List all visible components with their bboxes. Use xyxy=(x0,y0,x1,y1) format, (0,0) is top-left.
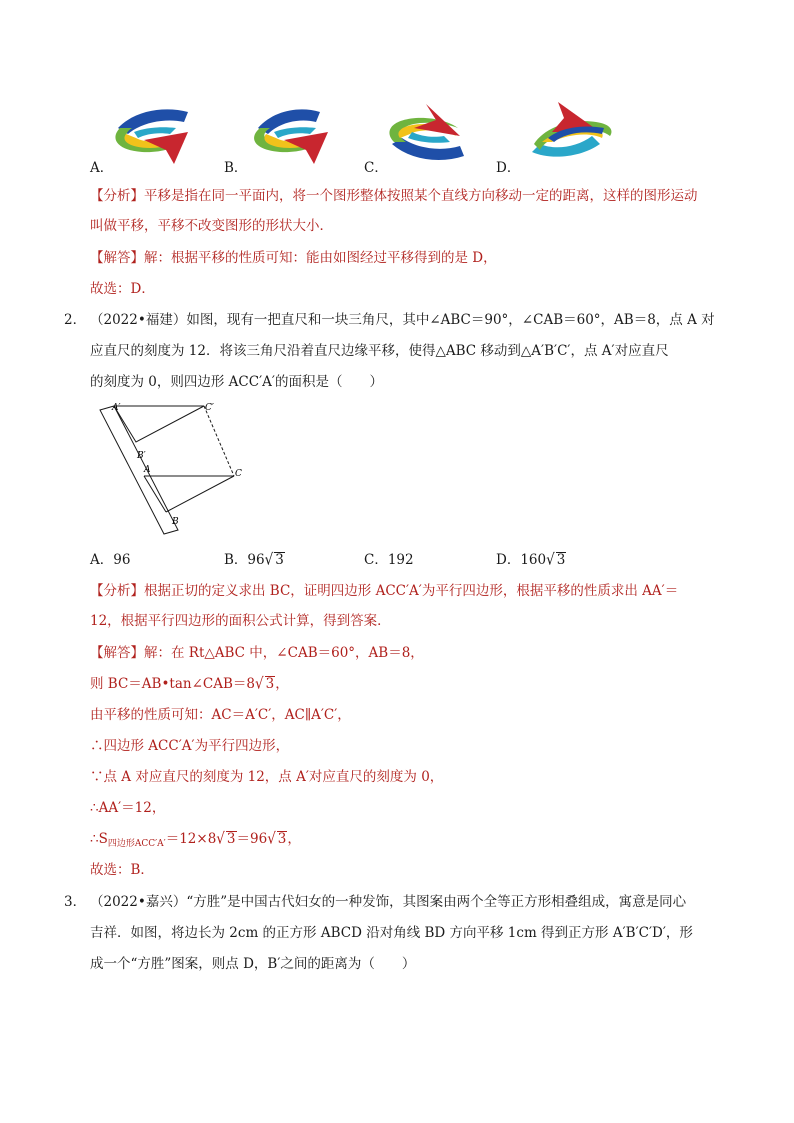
q2-solution-mid: ＝12×8 xyxy=(165,831,217,847)
sqrt-icon: √ 3 xyxy=(216,829,236,849)
q1-conclusion: 故选：D． xyxy=(90,281,155,297)
sqrt-icon: √ 3 xyxy=(546,550,566,570)
q2-solution-text1: 解：在 Rt△ABC 中，∠CAB＝60°，AB＝8， xyxy=(144,645,424,661)
q2-analysis-line1 xyxy=(90,582,678,600)
q2-answer-tag: 【解答】 xyxy=(90,645,144,661)
q2-analysis-text1: 根据正切的定义求出 BC，证明四边形 ACC′A′为平行四边形，根据平移的性质求出 AA′＝ xyxy=(144,583,679,599)
q2-analysis-tag: 【分析】 xyxy=(90,583,144,599)
q2-solution-line3: 由平移的性质可知：AC＝A′C′，AC∥A′C′， xyxy=(90,707,351,723)
q2-option-c: C．192 xyxy=(364,552,414,568)
q2-option-d xyxy=(496,551,566,569)
sqrt-icon: √ 3 xyxy=(264,550,284,570)
q3-stem-line3: 成一个“方胜”图案，则点 D，B′之间的距离为（ ） xyxy=(90,956,416,972)
q2-option-b xyxy=(224,551,285,569)
q2-solution-line7 xyxy=(90,830,301,853)
q2-option-d-text: D．160 xyxy=(496,552,547,568)
sqrt-icon: √ 3 xyxy=(255,674,275,694)
q2-solution-radicand: 3 xyxy=(265,676,275,692)
q3-number: 3． xyxy=(64,894,87,910)
q1-analysis-line2: 叫做平移，平移不改变图形的形状大小． xyxy=(90,218,333,234)
q2-option-d-radicand: 3 xyxy=(556,552,566,568)
label-c: C xyxy=(235,469,242,479)
q2-solution-s: ∴S xyxy=(90,831,108,847)
q2-solution-text2-end: ， xyxy=(275,676,289,692)
figure-b xyxy=(254,109,328,164)
q1-option-b-label: B． xyxy=(224,160,248,176)
dashed-cc xyxy=(204,406,234,476)
q1-analysis-tag: 【分析】 xyxy=(90,188,144,204)
q2-number: 2． xyxy=(64,312,87,328)
q2-solution-line4: ∴四边形 ACC′A′为平行四边形， xyxy=(90,738,290,754)
q2-option-a: A．96 xyxy=(90,552,131,568)
q2-solution-radicand-3: 3 xyxy=(277,831,287,847)
label-c1: C′ xyxy=(205,403,214,413)
q2-stem-line3: 的刻度为 0，则四边形 ACC′A′的面积是（ ） xyxy=(90,374,383,390)
q2-solution-radicand-2: 3 xyxy=(226,831,236,847)
q1-option-a-label: A． xyxy=(90,160,114,176)
q2-solution-line1 xyxy=(90,644,424,662)
q1-analysis-line1 xyxy=(90,187,698,205)
sqrt-icon: √ 3 xyxy=(267,829,287,849)
ruler xyxy=(100,406,178,534)
label-a1: A′ xyxy=(112,403,121,413)
q1-option-c-label: C． xyxy=(364,160,388,176)
q1-analysis-text1: 平移是指在同一平面内，将一个图形整体按照某个直线方向移动一定的距离，这样的图形运动 xyxy=(144,188,698,204)
figure-a xyxy=(115,109,188,164)
q2-solution-mid2: ＝96 xyxy=(236,831,268,847)
q2-solution-subscript: 四边形ACC′A′ xyxy=(107,839,166,849)
q2-solution-end: ， xyxy=(287,831,301,847)
q2-stem-line1: （2022•福建）如图，现有一把直尺和一块三角尺，其中∠ABC＝90°，∠CAB＝60°，AB＝8，点 A 对 xyxy=(90,312,715,328)
q1-answer-line xyxy=(90,249,497,267)
q2-conclusion: 故选：B． xyxy=(90,862,154,878)
q2-option-b-text: B．96 xyxy=(224,552,265,568)
q3-stem-line1: （2022•嘉兴）“方胜”是中国古代妇女的一种发饰，其图案由两个全等正方形相叠组成，寓意是同心 xyxy=(90,894,687,910)
q3-stem-line2: 吉祥．如图，将边长为 2cm 的正方形 ABCD 沿对角线 BD 方向平移 1cm 得到正方形 A′B′C′D′，形 xyxy=(90,925,693,941)
label-b: B xyxy=(172,517,179,527)
q2-solution-line6: ∴AA′＝12， xyxy=(90,800,166,816)
triangle-upper xyxy=(114,406,204,442)
figure-c xyxy=(389,104,464,160)
q1-option-d-label: D． xyxy=(496,160,521,176)
figure-d xyxy=(532,102,611,157)
q2-solution-text2: 则 BC＝AB•tan∠CAB＝8 xyxy=(90,676,255,692)
q2-option-b-radicand: 3 xyxy=(275,552,284,568)
triangle-lower xyxy=(144,476,234,512)
q2-analysis-line2: 12，根据平行四边形的面积公式计算，得到答案． xyxy=(90,613,391,629)
q2-figure xyxy=(92,398,262,543)
q2-stem-line2: 应直尺的刻度为 12．将该三角尺沿着直尺边缘平移，使得△ABC 移动到△A′B′C′，点 A′对应直尺 xyxy=(90,343,669,359)
q1-answer-tag: 【解答】 xyxy=(90,250,144,266)
q1-option-figures xyxy=(80,98,620,170)
label-a: A xyxy=(144,465,151,475)
q2-solution-line5: ∵点 A 对应直尺的刻度为 12，点 A′对应直尺的刻度为 0， xyxy=(90,769,444,785)
label-b1: B′ xyxy=(137,451,146,461)
q1-answer-text: 解：根据平移的性质可知：能由如图经过平移得到的是 D， xyxy=(144,250,497,266)
q2-solution-line2 xyxy=(90,675,289,693)
